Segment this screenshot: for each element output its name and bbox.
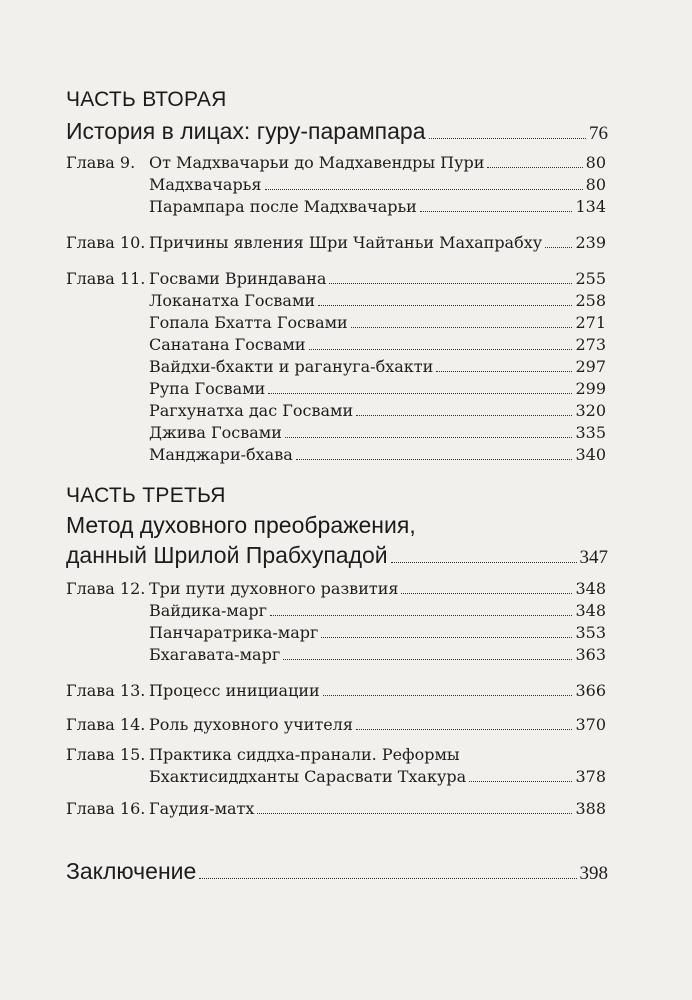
leader-dots: [296, 459, 573, 460]
toc-entry[interactable]: [66, 680, 606, 702]
toc-entry[interactable]: [66, 196, 606, 218]
toc-entry[interactable]: [66, 622, 606, 644]
entry-title: Госвами Вриндавана: [149, 268, 329, 290]
chapter-number: Глава 15.: [66, 745, 146, 764]
toc-entry[interactable]: [66, 312, 606, 334]
chapter-number: Глава 10.: [66, 233, 146, 252]
toc-entry[interactable]: [66, 290, 606, 312]
entry-title: Бхактисиддханты Сарасвати Тхакура: [149, 766, 469, 788]
page-number: 76: [589, 123, 608, 144]
page-number: 353: [575, 623, 606, 642]
entry-title: Вайдхи-бхакти и рагануга-бхакти: [149, 356, 436, 378]
page-number: 340: [575, 445, 606, 464]
page-number: 258: [575, 291, 606, 310]
page-number: 348: [575, 579, 606, 598]
page-number: 378: [575, 767, 606, 786]
toc-entry[interactable]: [66, 444, 606, 466]
leader-dots: [199, 878, 576, 879]
toc-entry[interactable]: [66, 232, 606, 254]
page-number: 239: [575, 233, 606, 252]
toc-entry[interactable]: [66, 798, 606, 820]
leader-dots: [323, 695, 573, 696]
conclusion-title: Заключение: [66, 856, 199, 886]
entry-title: Локанатха Госвами: [149, 290, 318, 312]
page-number: 398: [579, 863, 608, 884]
leader-dots: [257, 813, 572, 814]
toc-entry[interactable]: [66, 378, 606, 400]
leader-dots: [487, 167, 582, 168]
leader-dots: [469, 781, 572, 782]
page-number: 80: [585, 153, 606, 172]
entry-title: Рупа Госвами: [149, 378, 268, 400]
entry-title: Рагхунатха дас Госвами: [149, 400, 356, 422]
leader-dots: [283, 659, 572, 660]
page-number: 134: [575, 197, 606, 216]
leader-dots: [356, 415, 572, 416]
chapter-number: Глава 13.: [66, 681, 146, 700]
entry-title: Манджари-бхава: [149, 444, 296, 466]
page-number: 370: [575, 715, 606, 734]
page-number: 347: [579, 547, 608, 568]
entry-title: Три пути духовного развития: [149, 578, 401, 600]
leader-dots: [270, 615, 572, 616]
part-three-title-line1: Метод духовного преображения,: [66, 512, 416, 538]
entry-title: Причины явления Шри Чайтаньи Махапрабху: [149, 232, 545, 254]
toc-entry[interactable]: [66, 400, 606, 422]
leader-dots: [285, 437, 573, 438]
page-number: 299: [575, 379, 606, 398]
leader-dots: [351, 327, 573, 328]
page-number: 366: [575, 681, 606, 700]
leader-dots: [391, 562, 577, 563]
entry-title: Панчаратрика-марг: [149, 622, 321, 644]
page-number: 271: [575, 313, 606, 332]
toc-entry[interactable]: [66, 174, 606, 196]
entry-title: Джива Госвами: [149, 422, 285, 444]
page-number: 388: [575, 799, 606, 818]
entry-title: Санатана Госвами: [149, 334, 309, 356]
toc-entry[interactable]: [66, 578, 606, 600]
page-number: 363: [575, 645, 606, 664]
entry-title: Гаудия-матх: [149, 798, 257, 820]
entry-title: Мадхвачарья: [149, 174, 265, 196]
leader-dots: [268, 393, 572, 394]
page-number: 348: [575, 601, 606, 620]
leader-dots: [356, 729, 573, 730]
leader-dots: [420, 211, 573, 212]
leader-dots: [401, 593, 572, 594]
leader-dots: [318, 305, 572, 306]
toc-entry[interactable]: [66, 644, 606, 666]
toc-entry[interactable]: [66, 714, 606, 736]
chapter-number: Глава 16.: [66, 799, 146, 818]
toc-entry[interactable]: [66, 766, 606, 788]
entry-title: Вайдика-марг: [149, 600, 270, 622]
chapter-number: Глава 14.: [66, 715, 146, 734]
part-two-label: ЧАСТЬ ВТОРАЯ: [66, 88, 227, 111]
entry-title-line1: Практика сиддха-пранали. Реформы: [149, 745, 460, 764]
entry-title: От Мадхвачарьи до Мадхавендры Пури: [149, 152, 487, 174]
entry-title: Роль духовного учителя: [149, 714, 356, 736]
toc-entry[interactable]: [66, 600, 606, 622]
leader-dots: [321, 637, 572, 638]
leader-dots: [436, 371, 572, 372]
toc-entry-line1[interactable]: [66, 744, 606, 766]
leader-dots: [429, 138, 587, 139]
leader-dots: [265, 189, 583, 190]
leader-dots: [545, 247, 572, 248]
part-two-title-row[interactable]: [66, 116, 608, 146]
toc-entry[interactable]: [66, 268, 606, 290]
toc-entry[interactable]: [66, 356, 606, 378]
page-number: 320: [575, 401, 606, 420]
page-number: 80: [585, 175, 606, 194]
leader-dots: [309, 349, 573, 350]
part-two-title: История в лицах: гуру-парампара: [66, 116, 429, 146]
page-number: 273: [575, 335, 606, 354]
chapter-number: Глава 9.: [66, 153, 136, 172]
toc-entry[interactable]: [66, 422, 606, 444]
entry-title: Бхагавата-марг: [149, 644, 283, 666]
part-three-label: ЧАСТЬ ТРЕТЬЯ: [66, 484, 226, 507]
toc-entry[interactable]: [66, 334, 606, 356]
entry-title: Парампара после Мадхвачарьи: [149, 196, 420, 218]
page-number: 297: [575, 357, 606, 376]
conclusion-row[interactable]: [66, 856, 608, 886]
page-number: 335: [575, 423, 606, 442]
chapter-number: Глава 12.: [66, 579, 146, 598]
part-three-title-row[interactable]: [66, 540, 608, 570]
entry-title: Гопала Бхатта Госвами: [149, 312, 351, 334]
part-three-title-line2: данный Шрилой Прабхупадой: [66, 540, 391, 570]
chapter-number: Глава 11.: [66, 269, 146, 288]
entry-title: Процесс инициации: [149, 680, 323, 702]
toc-entry[interactable]: [66, 152, 606, 174]
page-number: 255: [575, 269, 606, 288]
leader-dots: [329, 283, 572, 284]
